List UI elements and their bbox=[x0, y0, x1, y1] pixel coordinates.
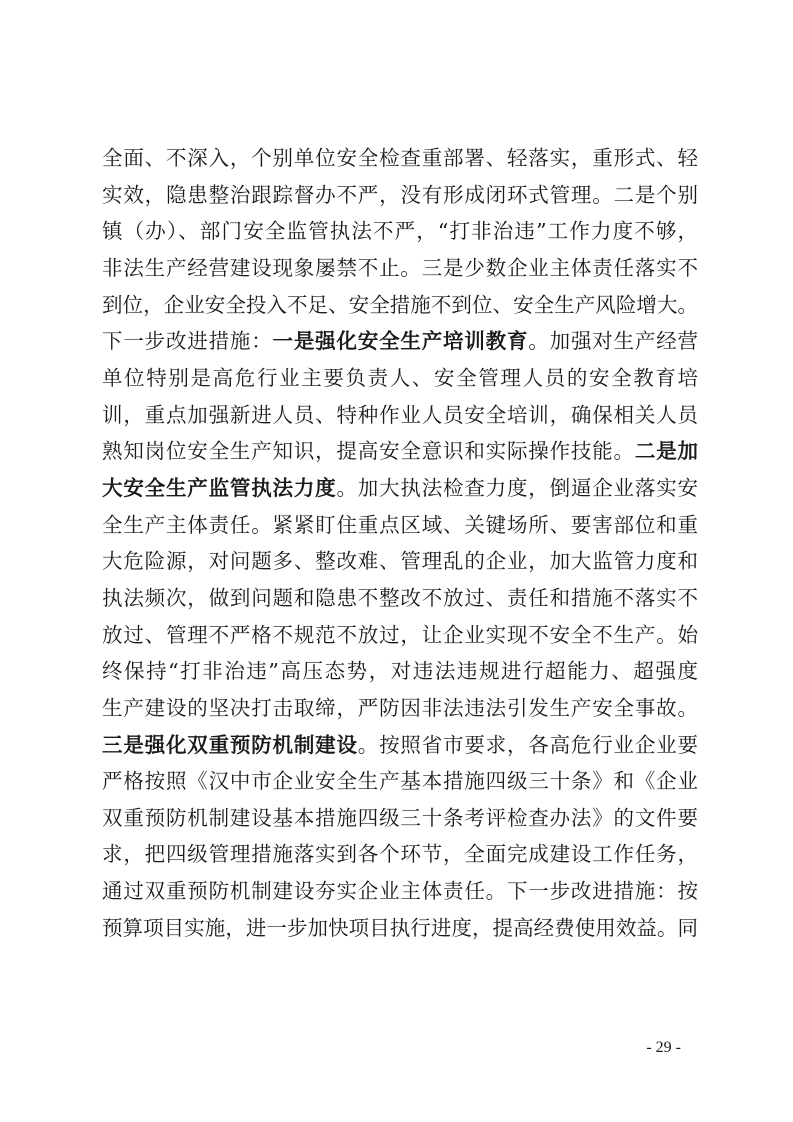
text-line bbox=[102, 323, 698, 360]
text-segment: 到位，企业安全投入不足、安全措施不到位、安全生产风险增大。 bbox=[102, 292, 698, 317]
text-segment: 放过、管理不严格不规范不放过，让企业实现不安全不生产。始 bbox=[102, 622, 698, 647]
text-line bbox=[102, 690, 698, 727]
text-segment: 单位特别是高危行业主要负责人、安全管理人员的安全教育培 bbox=[102, 365, 698, 390]
text-line bbox=[102, 140, 698, 177]
text-line bbox=[102, 836, 698, 873]
text-line bbox=[102, 177, 698, 214]
text-line bbox=[102, 397, 698, 434]
text-segment: 大危险源，对问题多、整改难、管理乱的企业，加大监管力度和 bbox=[102, 549, 698, 574]
text-line bbox=[102, 727, 698, 764]
body-text bbox=[102, 140, 698, 946]
text-segment: 通过双重预防机制建设夯实企业主体责任。下一步改进措施：按 bbox=[102, 879, 698, 904]
text-line bbox=[102, 250, 698, 287]
text-segment: 实效，隐患整治跟踪督办不严，没有形成闭环式管理。二是个别 bbox=[102, 182, 698, 207]
text-line bbox=[102, 653, 698, 690]
text-segment: 下一步改进措施： bbox=[102, 329, 273, 354]
bold-heading-text: 二是加 bbox=[634, 439, 698, 464]
text-line bbox=[102, 287, 698, 324]
text-line bbox=[102, 470, 698, 507]
page-number: - 29 - bbox=[646, 1039, 681, 1056]
text-segment: 生产建设的坚决打击取缔，严防因非法违法引发生产安全事故。 bbox=[102, 695, 698, 720]
text-segment: 求，把四级管理措施落实到各个环节，全面完成建设工作任务， bbox=[102, 842, 698, 867]
text-line bbox=[102, 910, 698, 947]
text-line bbox=[102, 873, 698, 910]
text-segment: 。加强对生产经营 bbox=[528, 329, 698, 354]
text-line bbox=[102, 507, 698, 544]
text-segment: 。按照省市要求，各高危行业企业要 bbox=[357, 732, 698, 757]
text-segment: 。加大执法检查力度，倒逼企业落实安 bbox=[336, 475, 698, 500]
text-segment: 严格按照《汉中市企业安全生产基本措施四级三十条》和《企业 bbox=[102, 769, 698, 794]
text-line bbox=[102, 360, 698, 397]
text-segment: 终保持“打非治违”高压态势，对违法违规进行超能力、超强度 bbox=[102, 659, 698, 684]
text-segment: 执法频次，做到问题和隐患不整改不放过、责任和措施不落实不 bbox=[102, 585, 698, 610]
bold-heading-text: 一是强化安全生产培训教育 bbox=[272, 329, 529, 354]
text-segment: 非法生产经营建设现象屡禁不止。三是少数企业主体责任落实不 bbox=[102, 255, 698, 280]
text-segment: 全生产主体责任。紧紧盯住重点区域、关键场所、要害部位和重 bbox=[102, 512, 698, 537]
text-segment: 训，重点加强新进人员、特种作业人员安全培训，确保相关人员 bbox=[102, 402, 698, 427]
text-line bbox=[102, 580, 698, 617]
text-line bbox=[102, 543, 698, 580]
text-line bbox=[102, 617, 698, 654]
text-line bbox=[102, 213, 698, 250]
text-segment: 预算项目实施，进一步加快项目执行进度，提高经费使用效益。同 bbox=[102, 915, 698, 940]
text-segment: 双重预防机制建设基本措施四级三十条考评检查办法》的文件要 bbox=[102, 805, 698, 830]
text-line bbox=[102, 800, 698, 837]
text-line bbox=[102, 433, 698, 470]
text-segment: 镇（办）、部门安全监管执法不严，“打非治违”工作力度不够， bbox=[102, 219, 698, 244]
bold-heading-text: 大安全生产监管执法力度 bbox=[102, 475, 337, 500]
bold-heading-text: 三是强化双重预防机制建设 bbox=[102, 732, 358, 757]
text-line bbox=[102, 763, 698, 800]
text-segment: 全面、不深入，个别单位安全检查重部署、轻落实，重形式、轻 bbox=[102, 146, 698, 170]
text-segment: 熟知岗位安全生产知识，提高安全意识和实际操作技能。 bbox=[102, 439, 635, 464]
